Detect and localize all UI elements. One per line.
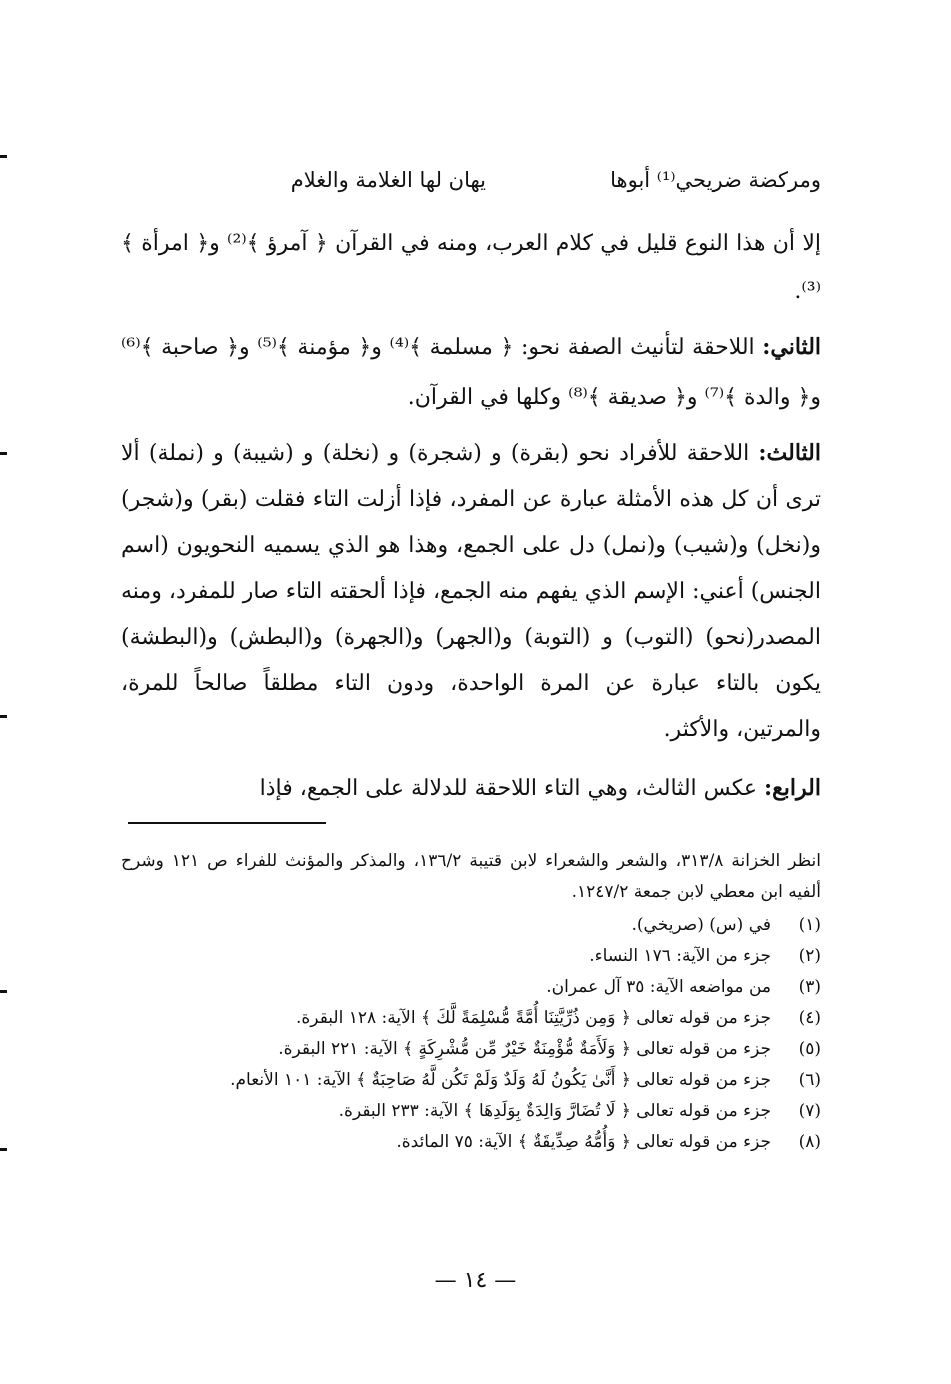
footnote-number: (٣) xyxy=(798,977,821,997)
page-number: — ١٤ — xyxy=(434,1268,517,1293)
footnote-item xyxy=(121,972,821,1003)
paragraph-text: اللاحقة لتأنيث الصفة نحو: ﴿ مسلمة ﴾⁽⁴⁾ و﴿ مؤمنة ﴾⁽⁵⁾ و﴿ صاحبة ﴾⁽⁶⁾ و﴿ والدة ﴾⁽⁷⁾ و﴿ صديقة ﴾⁽⁸⁾ وكلها في القرآن. xyxy=(121,335,821,410)
footnote-item xyxy=(121,1065,821,1096)
footnote-intro: انظر الخزانة ٣١٣/٨، والشعر والشعراء لابن قتيبة ١٣٦/٢، والمذكر والمؤنث للفراء ص ١٢١ وشرح ألفيه ابن معطي لابن جمعة ١٢٤٧/٢. xyxy=(121,851,821,902)
footnote-item xyxy=(121,1034,821,1065)
paragraph-second-type xyxy=(121,322,821,423)
paragraph-heading: الثالث: xyxy=(758,440,821,466)
paragraph-third-type xyxy=(121,430,821,753)
footnote-number: (٤) xyxy=(798,1008,821,1028)
paragraph-heading: الثاني: xyxy=(762,334,822,360)
footnote-item xyxy=(121,1096,821,1127)
footnote-item xyxy=(121,1127,821,1158)
footnote-text: جزء من قوله تعالى ﴿ أَنَّىٰ يَكُونُ لَهُ وَلَدٌ وَلَمْ تَكُن لَّهُ صَاحِبَةٌ ﴾ الآية: ١٠١ الأنعام. xyxy=(230,1070,771,1090)
footnote-number: (١) xyxy=(798,915,821,935)
footnote-item xyxy=(121,910,821,941)
verse-hemistich-right: ومركضة ضريحي⁽¹⁾ أبوها xyxy=(610,168,821,192)
paragraph-text: عكس الثالث، وهي التاء اللاحقة للدلالة على الجمع، فإذا xyxy=(259,776,764,801)
paragraph-text: إلا أن هذا النوع قليل في كلام العرب، ومنه في القرآن ﴿ آمرؤ ﴾⁽²⁾ و﴿ امرأة ﴾⁽³⁾. xyxy=(121,231,821,304)
scan-edge-mark xyxy=(0,990,7,993)
footnote-number: (٧) xyxy=(798,1101,821,1121)
footnote-text: جزء من قوله تعالى ﴿ لَا تُضَارَّ وَالِدَةٌ بِوَلَدِهَا ﴾ الآية: ٢٣٣ البقرة. xyxy=(338,1101,771,1121)
footnote-number: (٢) xyxy=(798,946,821,966)
poetry-verse xyxy=(121,160,821,204)
footnote-text: جزء من قوله تعالى ﴿ وَأُمُّهُ صِدِّيقَةٌ ﴾ الآية: ٧٥ المائدة. xyxy=(396,1132,771,1152)
paragraph-heading: الرابع: xyxy=(763,775,821,801)
footnote-number: (٥) xyxy=(798,1039,821,1059)
paragraph-text: اللاحقة للأفراد نحو (بقرة) و (شجرة) و (نخلة) و (شيبة) و (نملة) ألا ترى أن كل هذه الأمثلة عبارة عن المفرد، فإذا أزلت التاء فقلت (بقر) و(شجر) و(نخل) و(شيب) و(نمل) دل على الجمع، وهذا هو الذي يسميه النحويون (اسم الجنس) أعني: الإسم الذي يفهم منه الجمع، فإذا ألحقته التاء صار للمفرد، ومنه المصدر(نحو) (التوب) و (التوبة) و(الجهر) و(الجهرة) و(البطش) و(البطشة) يكون بالتاء عبارة عن المرة الواحدة، ودون التاء مطلقاً صالحاً للمرة، والمرتين، والأكثر. xyxy=(121,441,821,742)
scan-edge-mark xyxy=(0,155,7,158)
footnote-text: جزء من قوله تعالى ﴿ وَلَأَمَةٌ مُّؤْمِنَةٌ خَيْرٌ مِّن مُّشْرِكَةٍ ﴾ الآية: ٢٢١ البقرة. xyxy=(278,1039,771,1059)
footnote-separator xyxy=(128,822,326,824)
paragraph-fourth-type xyxy=(121,765,821,812)
footnote-item xyxy=(121,941,821,972)
footnote-text: في (س) (صريخي). xyxy=(631,915,771,935)
footnote-text: من مواضعه الآية: ٣٥ آل عمران. xyxy=(546,977,771,997)
footnote-text: جزء من الآية: ١٧٦ النساء. xyxy=(589,946,771,966)
footnote-item xyxy=(121,1003,821,1034)
verse-hemistich-left: يهان لها الغلامة والغلام xyxy=(290,168,486,192)
scan-edge-mark xyxy=(0,452,7,455)
footnote-text: جزء من قوله تعالى ﴿ وَمِن ذُرِّيَّتِنَا أُمَّةً مُّسْلِمَةً لَّكَ ﴾ الآية: ١٢٨ البقرة. xyxy=(296,1008,771,1028)
scan-edge-mark xyxy=(0,715,7,718)
scan-edge-mark xyxy=(0,1148,7,1151)
footnotes-section xyxy=(121,846,821,1158)
footnote-number: (٨) xyxy=(798,1132,821,1152)
paragraph-first-type xyxy=(121,220,821,316)
footnote-number: (٦) xyxy=(798,1070,821,1090)
